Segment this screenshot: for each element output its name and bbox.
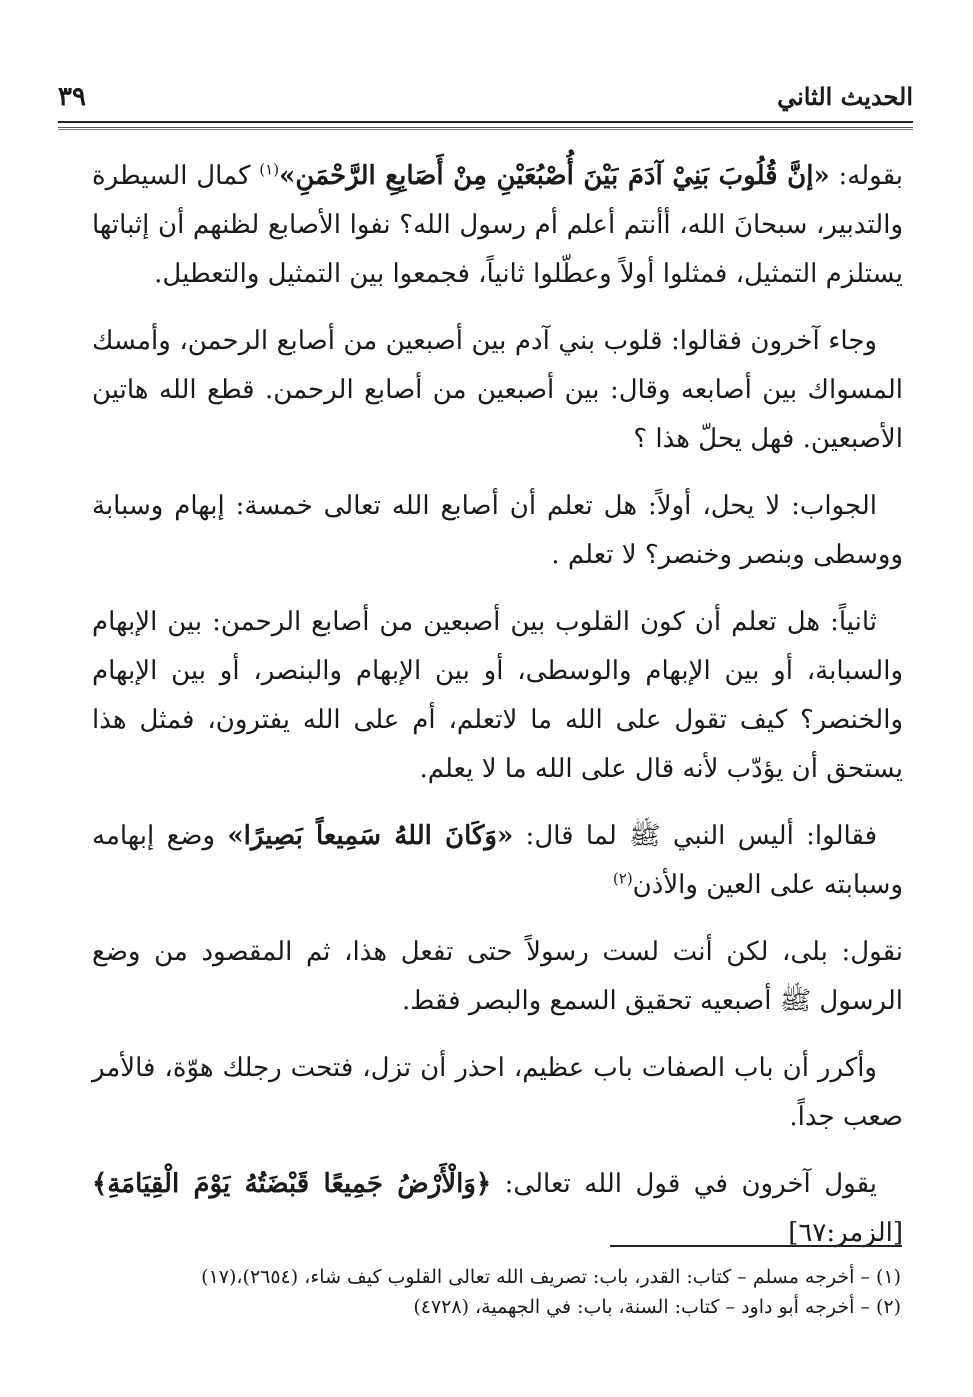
verse-citation: [الزمر:٦٧]	[788, 1218, 903, 1248]
footnotes	[92, 1262, 901, 1322]
paragraph: وجاء آخرون فقالوا: قلوب بني آدم بين أصبعين من أصابع الرحمن، وأمسك المسواك بين أصابعه وقال: بين أصبعين من أصابع الرحمن. قطع الله هاتين الأصبعين. فهل يحلّ هذا ؟	[92, 326, 903, 454]
page-body	[92, 152, 903, 1276]
paragraph	[92, 152, 903, 299]
paragraph-text: كمال السيطرة والتدبير، سبحانَ الله، أأنتم أعلم أم رسول الله؟ نفوا الأصابع لظنهم أن إثباتها يستلزم التمثيل، فمثلوا أولاً وعطّلوا ثانياً، فجمعوا بين التمثيل والتعطيل.	[92, 161, 903, 289]
paragraph-text: وضع إبهامه وسبابته على العين والأذن	[92, 821, 903, 900]
footnote-ref: (١)	[259, 160, 280, 179]
quran-quote: «وَكَانَ اللهُ سَمِيعاً بَصِيرًا»	[227, 821, 514, 851]
footnote: (١) – أخرجه مسلم – كتاب: القدر، باب: تصريف الله تعالى القلوب كيف شاء، (٢٦٥٤)،(١٧)	[201, 1266, 901, 1288]
paragraph-text: يقول آخرون في قول الله تعالى:	[491, 1169, 877, 1199]
paragraph-text: فقالوا: أليس النبي ﷺ لما قال:	[513, 821, 878, 851]
footnote-separator	[610, 1245, 902, 1247]
hadith-quote: «إنَّ قُلُوبَ بَنِيْ آدَمَ بَيْنَ أُصْبُعَيْنِ مِنْ أَصَابِعِ الرَّحْمَنِ»	[279, 161, 830, 191]
header-rule-thin	[58, 129, 913, 130]
quran-verse: ﴿وَالْأَرْضُ جَمِيعًا قَبْضَتُهُ يَوْمَ الْقِيَامَةِ﴾	[92, 1169, 492, 1199]
footnote-ref: (٢)	[612, 869, 633, 888]
paragraph-text: بقوله:	[829, 161, 903, 191]
page-number: ٣٩	[58, 82, 86, 112]
running-title: الحديث الثاني	[777, 82, 913, 111]
paragraph: وأكرر أن باب الصفات باب عظيم، احذر أن تزل، فتحت رجلك هوّة، فالأمر صعب جداً.	[92, 1053, 903, 1132]
page-header	[58, 80, 913, 120]
paragraph: نقول: بلى، لكن أنت لست رسولاً حتى تفعل هذا، ثم المقصود من وضع الرسول ﷺ أصبعيه تحقيق السمع والبصر فقط.	[92, 937, 903, 1016]
footnote: (٢) – أخرجه أبو داود – كتاب: السنة، باب: في الجهمية، (٤٧٢٨)	[413, 1296, 901, 1318]
paragraph: ثانياً: هل تعلم أن كون القلوب بين أصبعين من أصابع الرحمن: بين الإبهام والسبابة، أو بين الإبهام والوسطى، أو بين الإبهام والبنصر، أو بين الإبهام والخنصر؟ كيف تقول على الله ما لاتعلم، أم على الله يفترون، فمثل هذا يستحق أن يؤدّب لأنه قال على الله ما لا يعلم.	[92, 607, 903, 784]
paragraph: الجواب: لا يحل، أولاً: هل تعلم أن أصابع الله تعالى خمسة: إبهام وسبابة ووسطى وبنصر وخنصر؟ لا تعلم .	[92, 491, 903, 570]
paragraph	[92, 1160, 903, 1258]
header-rule	[58, 121, 913, 128]
paragraph	[92, 812, 903, 910]
